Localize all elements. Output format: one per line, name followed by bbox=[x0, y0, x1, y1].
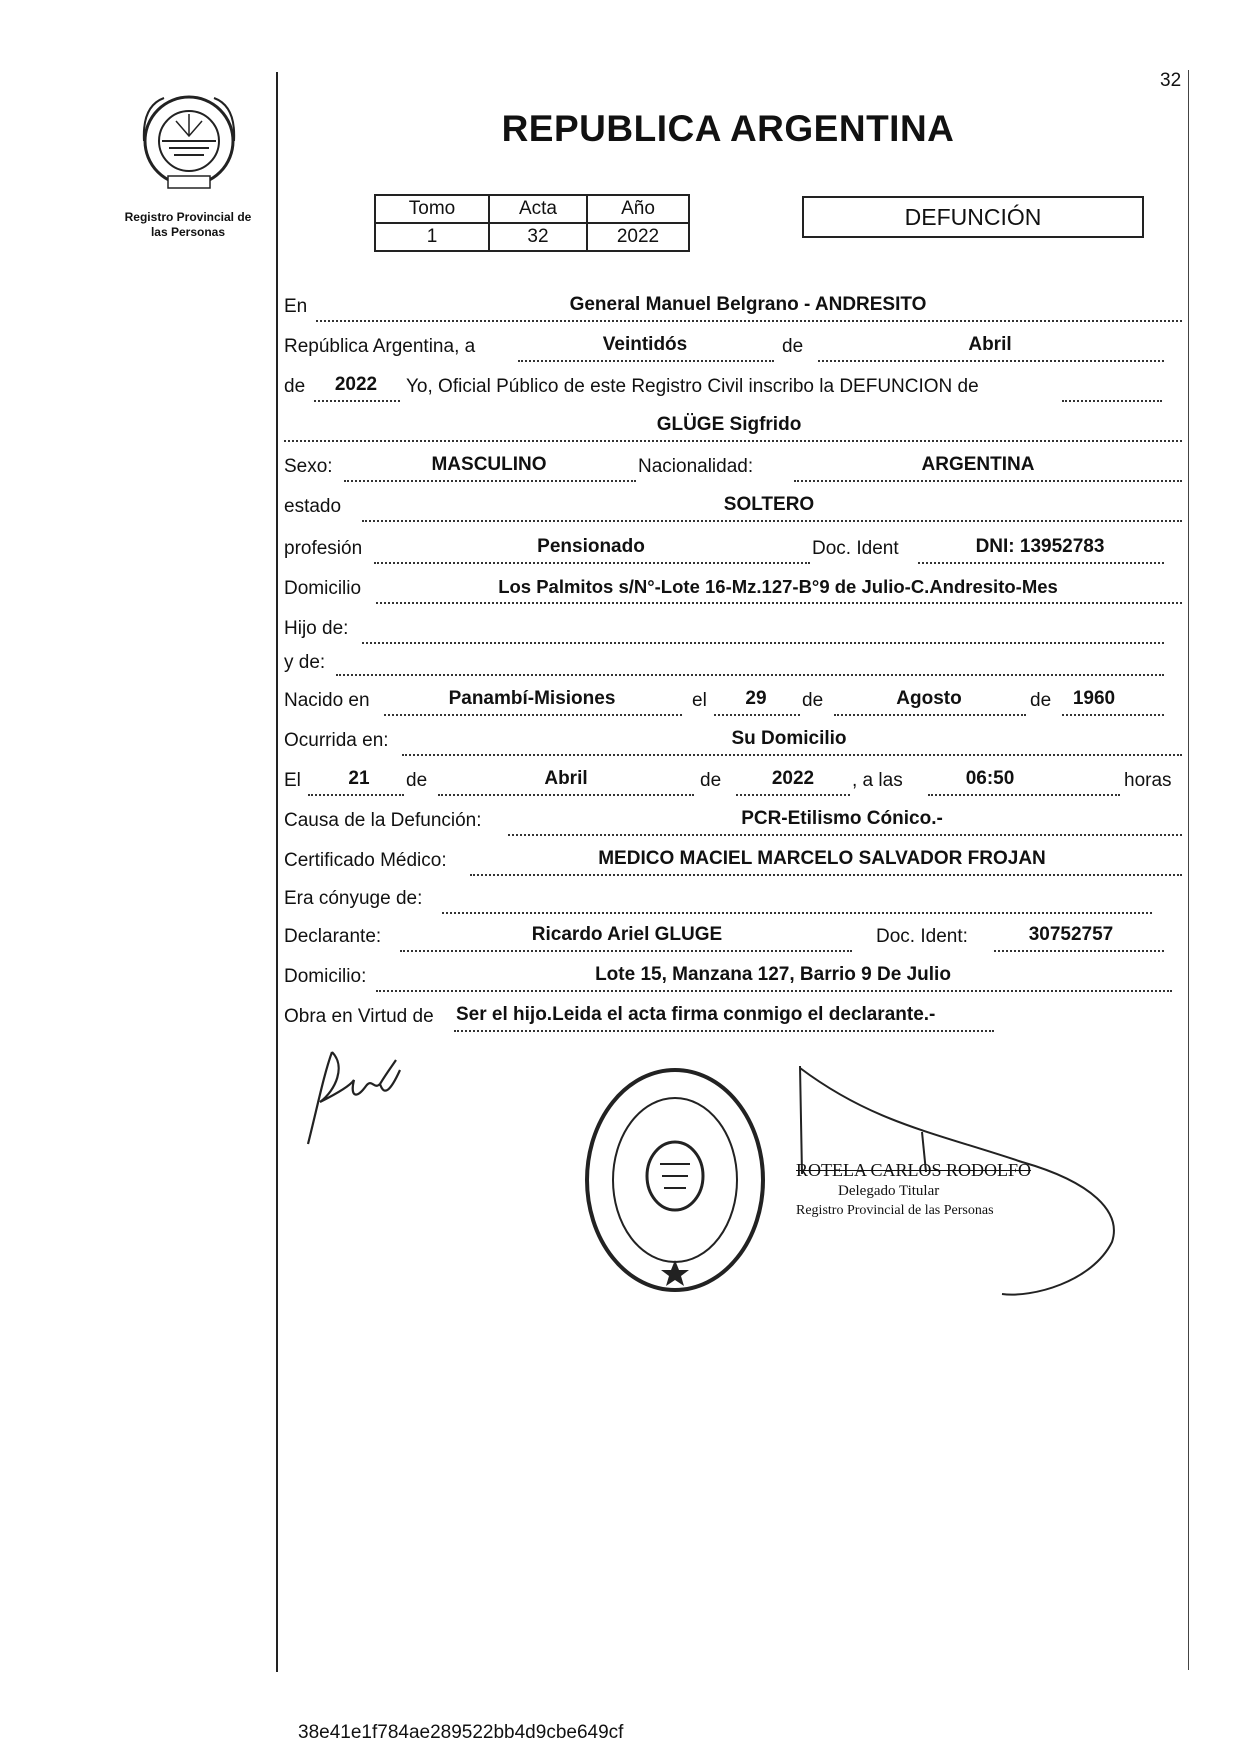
official-name: ROTELA CARLOS RODOLFO bbox=[796, 1160, 1032, 1180]
dotted-line bbox=[344, 480, 636, 482]
page-title: REPUBLICA ARGENTINA bbox=[501, 108, 955, 149]
dotted-line bbox=[336, 674, 1164, 676]
nacionalidad-label: Nacionalidad: bbox=[638, 456, 754, 477]
dotted-line bbox=[918, 562, 1164, 564]
dotted-line bbox=[402, 754, 1182, 756]
record-type-box: DEFUNCIÓN bbox=[802, 196, 1144, 238]
right-margin-rule bbox=[1188, 70, 1189, 1670]
hijo-label: Hijo de: bbox=[284, 618, 349, 639]
dotted-line bbox=[928, 794, 1120, 796]
official-role: Delegado Titular bbox=[838, 1183, 940, 1199]
domicilio2-label: Domicilio: bbox=[284, 966, 367, 987]
dotted-line bbox=[384, 714, 682, 716]
de3-label: de bbox=[802, 690, 824, 711]
dotted-line bbox=[736, 794, 850, 796]
registry-caption-line1: Registro Provincial de bbox=[124, 210, 252, 224]
declarante-value: Ricardo Ariel GLUGE bbox=[531, 924, 723, 945]
dotted-line bbox=[794, 480, 1182, 482]
official-signature bbox=[792, 1062, 1144, 1302]
dotted-line bbox=[284, 440, 1182, 442]
dotted-line bbox=[376, 990, 1172, 992]
dotted-line bbox=[442, 912, 1152, 914]
nacido-lugar-value: Panambí-Misiones bbox=[448, 688, 616, 709]
yo-text: Yo, Oficial Público de este Registro Civil inscribo la DEFUNCION de bbox=[406, 376, 979, 397]
muerte-mes-value: Abril bbox=[544, 768, 588, 789]
value-anio: 2022 bbox=[587, 223, 689, 251]
dotted-line bbox=[994, 950, 1164, 952]
de5-label: de bbox=[406, 770, 428, 791]
page-number: 32 bbox=[1160, 70, 1182, 91]
nacido-anio-value: 1960 bbox=[1072, 688, 1116, 709]
nacido-mes-value: Agosto bbox=[896, 688, 962, 709]
dotted-line bbox=[316, 320, 1182, 322]
de4-label: de bbox=[1030, 690, 1052, 711]
dotted-line bbox=[308, 794, 404, 796]
hora-value: 06:50 bbox=[965, 768, 1015, 789]
dotted-line bbox=[362, 520, 1182, 522]
dotted-line bbox=[1062, 400, 1162, 402]
value-tomo: 1 bbox=[375, 223, 489, 251]
deceased-name: GLÜGE Sigfrido bbox=[656, 414, 802, 435]
dotted-line bbox=[508, 834, 1182, 836]
dotted-line bbox=[374, 562, 810, 564]
doc2-value: 30752757 bbox=[1028, 924, 1114, 945]
muerte-anio-value: 2022 bbox=[771, 768, 815, 789]
dotted-line bbox=[400, 950, 852, 952]
domicilio2-value: Lote 15, Manzana 127, Barrio 9 De Julio bbox=[595, 964, 951, 985]
ocurrida-value: Su Domicilio bbox=[731, 728, 847, 749]
profesion-value: Pensionado bbox=[537, 536, 645, 557]
record-table bbox=[374, 194, 690, 252]
header-tomo: Tomo bbox=[375, 195, 489, 223]
el2-label: El bbox=[284, 770, 301, 791]
dotted-line bbox=[362, 642, 1164, 644]
doc-value: DNI: 13952783 bbox=[975, 536, 1105, 557]
dotted-line bbox=[438, 794, 694, 796]
alas-label: , a las bbox=[852, 770, 903, 791]
dotted-line bbox=[470, 874, 1182, 876]
official-office: Registro Provincial de las Personas bbox=[796, 1203, 994, 1218]
yde-label: y de: bbox=[284, 652, 326, 673]
place-value: General Manuel Belgrano - ANDRESITO bbox=[569, 294, 927, 315]
horas-label: horas bbox=[1124, 770, 1172, 791]
conyuge-label: Era cónyuge de: bbox=[284, 888, 423, 909]
causa-value: PCR-Etilismo Cónico.- bbox=[741, 808, 943, 829]
domicilio-label: Domicilio bbox=[284, 578, 362, 599]
nacionalidad-value: ARGENTINA bbox=[921, 454, 1035, 475]
registry-caption-line2: las Personas bbox=[150, 225, 226, 239]
declarant-signature bbox=[296, 1044, 426, 1156]
estado-value: SOLTERO bbox=[723, 494, 815, 515]
ocurrida-label: Ocurrida en: bbox=[284, 730, 389, 751]
dotted-line bbox=[818, 360, 1164, 362]
certificado-value: MEDICO MACIEL MARCELO SALVADOR FROJAN bbox=[598, 848, 1046, 869]
profesion-label: profesión bbox=[284, 538, 363, 559]
dotted-line bbox=[834, 714, 1026, 716]
de2-label: de bbox=[284, 376, 306, 397]
republica-label: República Argentina, a bbox=[284, 336, 476, 357]
value-acta: 32 bbox=[489, 223, 587, 251]
doc2-label: Doc. Ident: bbox=[876, 926, 968, 947]
official-stamp bbox=[582, 1064, 768, 1296]
document-hash: 38e41e1f784ae289522bb4d9cbe649cf bbox=[298, 1722, 624, 1743]
obra-label: Obra en Virtud de bbox=[284, 1006, 434, 1027]
dotted-line bbox=[376, 602, 1182, 604]
nacido-label: Nacido en bbox=[284, 690, 370, 711]
nacido-dia-value: 29 bbox=[745, 688, 767, 709]
sexo-label: Sexo: bbox=[284, 456, 333, 477]
left-margin-rule bbox=[276, 72, 278, 1672]
registry-caption bbox=[108, 210, 268, 240]
dotted-line bbox=[314, 400, 400, 402]
dotted-line bbox=[518, 360, 774, 362]
day-words-value: Veintidós bbox=[602, 334, 688, 355]
domicilio-value: Los Palmitos s/N°-Lote 16-Mz.127-B°9 de Julio-C.Andresito-Mes bbox=[498, 576, 1058, 597]
certificado-label: Certificado Médico: bbox=[284, 850, 447, 871]
estado-label: estado bbox=[284, 496, 342, 517]
declarante-label: Declarante: bbox=[284, 926, 382, 947]
de-label: de bbox=[782, 336, 804, 357]
doc-label: Doc. Ident bbox=[812, 538, 899, 559]
sexo-value: MASCULINO bbox=[431, 454, 547, 475]
el-label: el bbox=[692, 690, 707, 711]
month-value: Abril bbox=[968, 334, 1012, 355]
year-value: 2022 bbox=[334, 374, 378, 395]
obra-value: Ser el hijo.Leida el acta firma conmigo el declarante.- bbox=[456, 1004, 936, 1025]
muerte-dia-value: 21 bbox=[348, 768, 370, 789]
de6-label: de bbox=[700, 770, 722, 791]
dotted-line bbox=[714, 714, 800, 716]
header-acta: Acta bbox=[489, 195, 587, 223]
causa-label: Causa de la Defunción: bbox=[284, 810, 482, 831]
dotted-line bbox=[1062, 714, 1164, 716]
dotted-line bbox=[454, 1030, 994, 1032]
province-seal-icon bbox=[134, 86, 244, 196]
en-label: En bbox=[284, 296, 308, 317]
header-anio: Año bbox=[587, 195, 689, 223]
